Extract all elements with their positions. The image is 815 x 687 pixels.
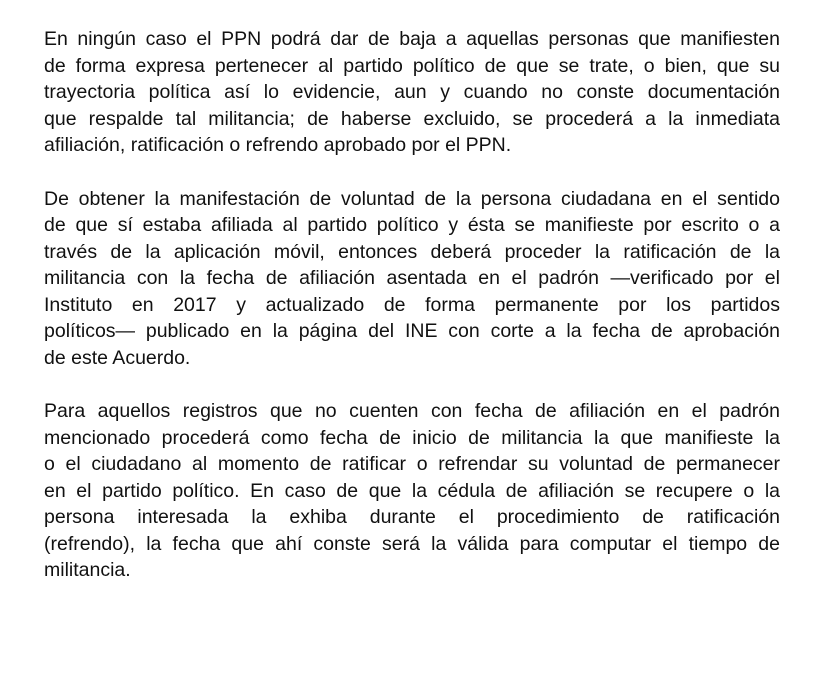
- paragraph-line: Para aquellos registros que no cuenten con fecha de afiliación en el padrón: [44, 400, 780, 422]
- paragraph-1: [44, 26, 780, 159]
- paragraph-3: [44, 398, 780, 584]
- paragraph-line: de forma expresa pertenecer al partido político de que se trate, o bien, que su: [44, 54, 780, 77]
- paragraph-line: De obtener la manifestación de voluntad de la persona ciudadana en el sentido: [44, 187, 780, 210]
- paragraph-line: afiliación, ratificación o refrendo aprobado por el PPN.: [44, 134, 512, 156]
- paragraph-line: de que sí estaba afiliada al partido político y ésta se manifieste por escrito o a: [44, 214, 780, 236]
- paragraph-line: (refrendo), la fecha que ahí conste será la válida para computar el tiempo de: [44, 532, 780, 555]
- paragraph-line: trayectoria política así lo evidencie, aun y cuando no conste documentación: [44, 81, 780, 103]
- paragraph-line: que respalde tal militancia; de haberse excluido, se procederá a la inmediata: [44, 107, 780, 130]
- paragraph-spacer: [44, 159, 780, 186]
- document-page: [44, 26, 780, 584]
- paragraph-line: Instituto en 2017 y actualizado de forma permanente por los partidos: [44, 293, 780, 316]
- paragraph-line: mencionado procederá como fecha de inicio de militancia la que manifieste la: [44, 426, 780, 449]
- paragraph-line: políticos— publicado en la página del INE con corte a la fecha de aprobación: [44, 320, 780, 342]
- paragraph-line: En ningún caso el PPN podrá dar de baja a aquellas personas que manifiesten: [44, 28, 780, 50]
- paragraph-spacer: [44, 371, 780, 398]
- paragraph-line: de este Acuerdo.: [44, 346, 191, 369]
- paragraph-line: militancia.: [44, 559, 131, 581]
- paragraph-2: [44, 186, 780, 372]
- paragraph-line: militancia con la fecha de afiliación asentada en el padrón —verificado por el: [44, 267, 780, 289]
- paragraph-line: en el partido político. En caso de que la cédula de afiliación se recupere o la: [44, 479, 780, 502]
- paragraph-line: persona interesada la exhiba durante el procedimiento de ratificación: [44, 506, 780, 528]
- paragraph-line: o el ciudadano al momento de ratificar o refrendar su voluntad de permanecer: [44, 453, 780, 475]
- paragraph-line: través de la aplicación móvil, entonces deberá proceder la ratificación de la: [44, 240, 780, 263]
